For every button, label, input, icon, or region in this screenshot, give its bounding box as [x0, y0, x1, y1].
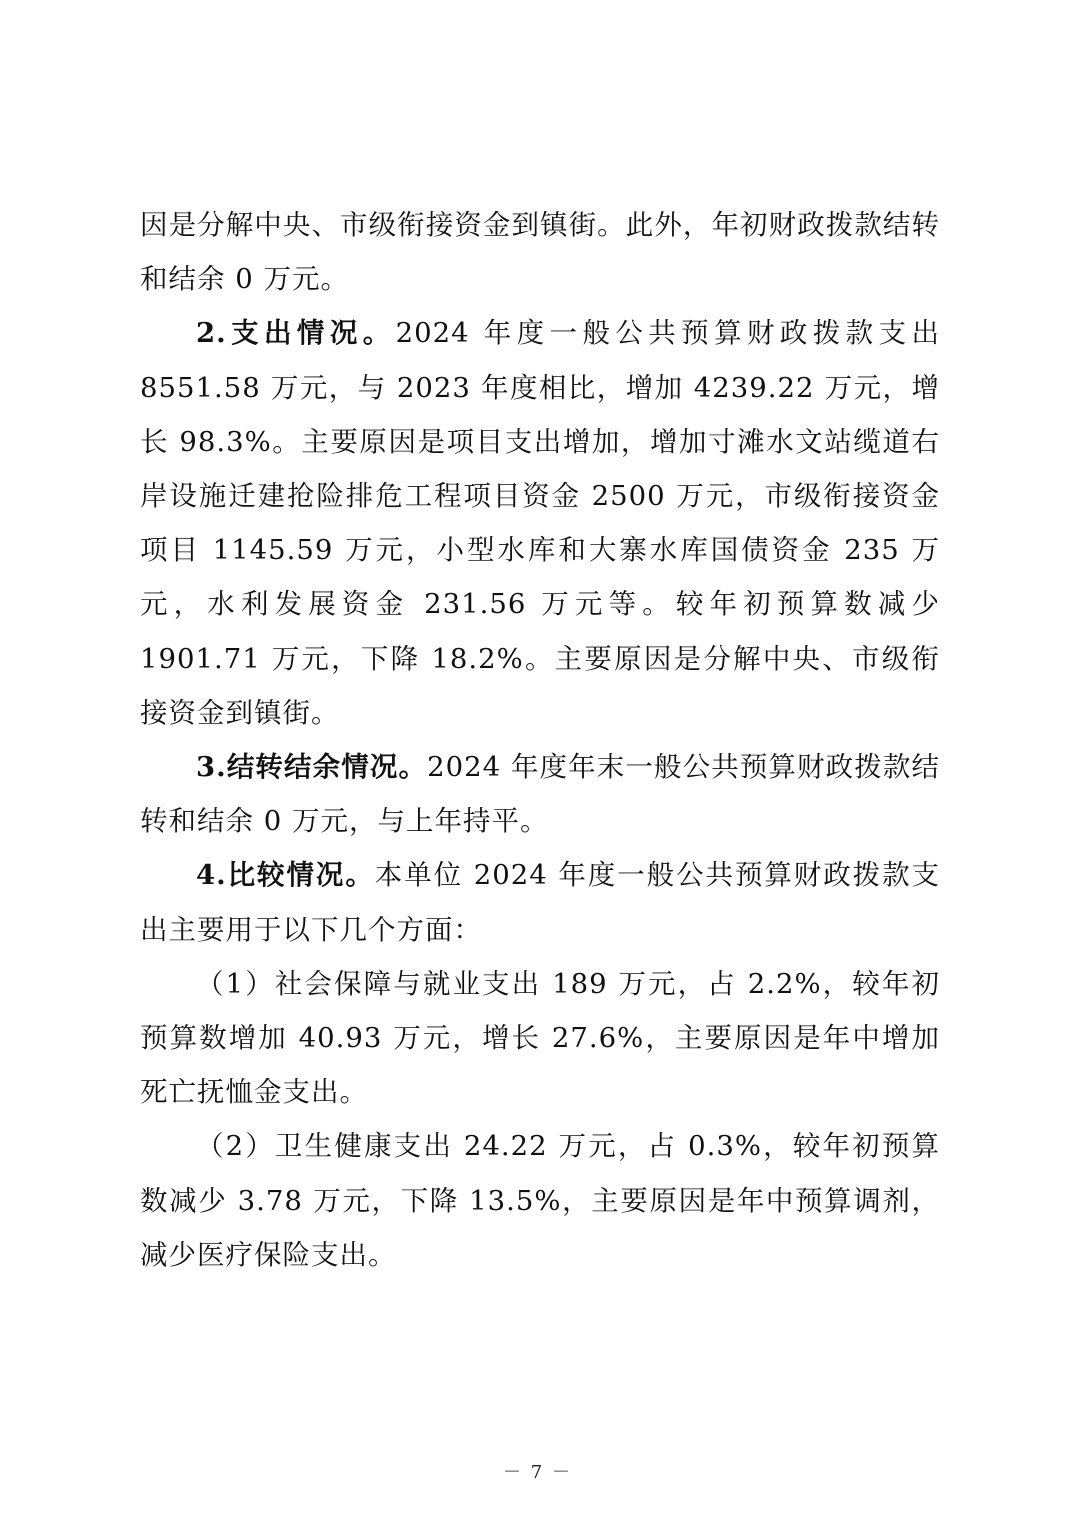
paragraph-text: 2024 年度一般公共预算财政拨款支出 8551.58 万元，与 2023 年度相比，增加 4239.22 万元，增长 98.3%。主要原因是项目支出增加，增加寸滩水文站缆道右岸设施迁建抢险排危工程项目资金 2500 万元，市级衔接资金项目 1145.59 万元，小型水库和大寨水库国债资金 235 万元，水利发展资金 231.56 万元等。较年初预算数减少 1901.71 万元，下降 18.2%。主要原因是分解中央、市级衔接资金到镇街。: [140, 317, 940, 729]
paragraph-text: 因是分解中央、市级衔接资金到镇街。此外，年初财政拨款结转和结余 0 万元。: [140, 209, 940, 296]
section-heading: 4.比较情况。: [196, 859, 375, 892]
paragraph-carryover: [140, 740, 940, 848]
paragraph-comparison: [140, 848, 940, 956]
body-text: [140, 198, 940, 1282]
paragraph-text: 2024 年度年末一般公共预算财政拨款结转和结余 0 万元，与上年持平。: [140, 751, 940, 838]
paragraph-expenditure: [140, 306, 940, 740]
list-item: [140, 1119, 940, 1282]
paragraph-continuation: [140, 198, 940, 306]
page-number: － 7 －: [503, 1462, 572, 1483]
section-heading: 3.结转结余情况。: [196, 751, 428, 784]
paragraph-text: （1）社会保障与就业支出 189 万元，占 2.2%，较年初预算数增加 40.93 万元，增长 27.6%，主要原因是年中增加死亡抚恤金支出。: [140, 967, 940, 1109]
paragraph-text: （2）卫生健康支出 24.22 万元，占 0.3%，较年初预算数减少 3.78 万元，下降 13.5%，主要原因是年中预算调剂，减少医疗保险支出。: [140, 1130, 940, 1271]
list-item: [140, 957, 940, 1120]
section-heading: 2.支出情况。: [196, 317, 396, 350]
paragraph-text: 本单位 2024 年度一般公共预算财政拨款支出主要用于以下几个方面：: [140, 859, 941, 946]
